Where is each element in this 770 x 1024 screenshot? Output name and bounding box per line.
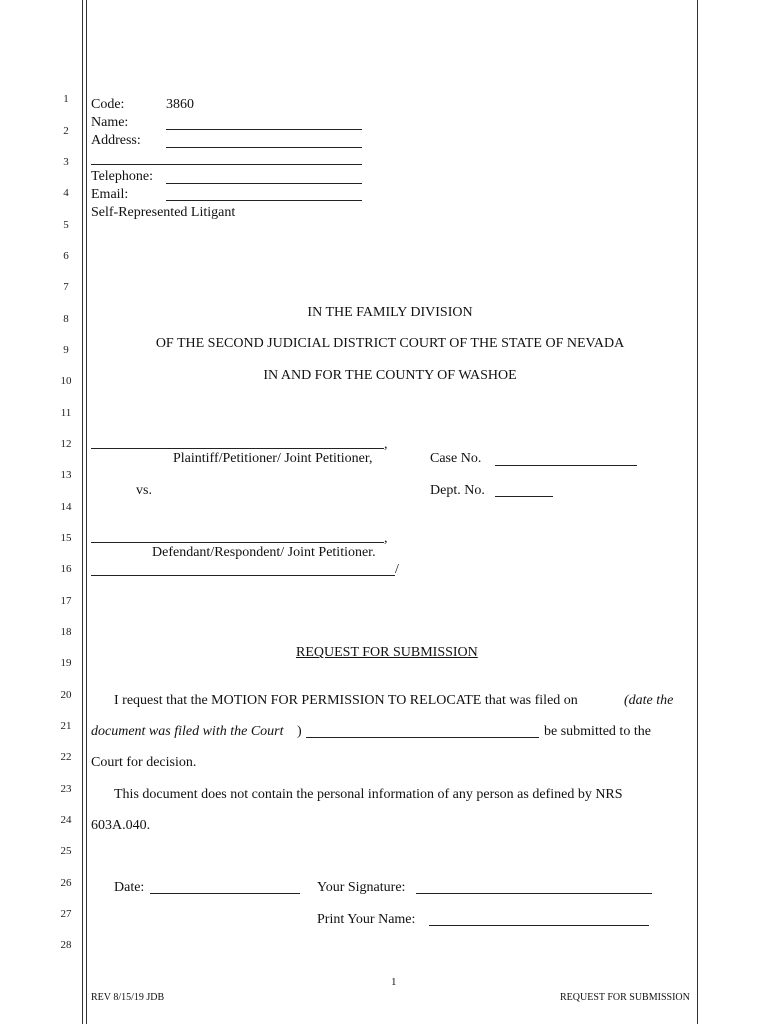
print-name-field[interactable] [429,925,649,926]
line-number: 4 [63,187,69,199]
filed-date-field[interactable] [306,737,539,738]
case-number-field[interactable] [495,465,637,466]
left-margin-rule-inner [86,0,87,1024]
dept-number-label: Dept. No. [430,483,485,498]
caption-closing-line [91,575,395,576]
line-number: 11 [60,407,72,419]
date-label: Date: [114,880,145,895]
privacy-text: This document does not contain the personal information of any person as defined by NRS [114,787,623,802]
address-label: Address: [91,133,141,148]
signature-label: Your Signature: [317,880,406,895]
defendant-name-field[interactable] [91,542,384,543]
address-field[interactable] [166,147,362,148]
telephone-field[interactable] [166,183,362,184]
line-number: 22 [60,751,72,763]
line-number: 17 [60,595,72,607]
line-number: 21 [60,720,72,732]
request-paren-close: ) [297,724,302,739]
line-number: 26 [60,877,72,889]
case-number-label: Case No. [430,451,482,466]
code-label: Code: [91,97,125,112]
line-number: 24 [60,814,72,826]
line-number: 2 [63,125,69,137]
line-number: 14 [60,501,72,513]
email-label: Email: [91,187,129,202]
document-title: REQUEST FOR SUBMISSION [296,645,478,660]
date-field[interactable] [150,893,300,894]
line-number: 16 [60,563,72,575]
page-number: 1 [391,976,397,988]
privacy-text-cont: 603A.040. [91,818,151,833]
request-date-hint-cont: document was filed with the Court [91,724,284,739]
email-field[interactable] [166,200,362,201]
telephone-label: Telephone: [91,169,153,184]
plaintiff-name-field[interactable] [91,448,384,449]
court-division-heading: IN THE FAMILY DIVISION [307,305,473,320]
line-number: 23 [60,783,72,795]
code-value: 3860 [166,97,194,112]
line-number: 12 [60,438,72,450]
line-number: 28 [60,939,72,951]
litigant-status: Self-Represented Litigant [91,205,236,220]
left-margin-rule [82,0,83,1024]
line-number: 1 [63,93,69,105]
request-text-start: I request that the MOTION FOR PERMISSION TO RELOCATE that was filed on [114,693,578,708]
name-field[interactable] [166,129,362,130]
line-number: 5 [63,219,69,231]
request-text-end: Court for decision. [91,755,197,770]
caption-slash: / [395,562,399,577]
right-margin-rule [697,0,698,1024]
line-number: 13 [60,469,72,481]
name-label: Name: [91,115,129,130]
line-number: 3 [63,156,69,168]
print-name-label: Print Your Name: [317,912,416,927]
line-number: 27 [60,908,72,920]
line-number: 20 [60,689,72,701]
line-number: 19 [60,657,72,669]
request-text-mid: be submitted to the [544,724,651,739]
request-date-hint: (date the [624,693,674,708]
versus-label: vs. [136,483,152,498]
line-number: 10 [60,375,72,387]
line-number: 25 [60,845,72,857]
defendant-comma: , [384,531,388,546]
line-number: 6 [63,250,69,262]
plaintiff-label: Plaintiff/Petitioner/ Joint Petitioner, [173,451,373,466]
line-number: 8 [63,313,69,325]
defendant-label: Defendant/Respondent/ Joint Petitioner. [152,545,376,560]
line-number: 9 [63,344,69,356]
revision-label: REV 8/15/19 JDB [91,992,165,1003]
line-number: 7 [63,281,69,293]
signature-field[interactable] [416,893,652,894]
line-number: 15 [60,532,72,544]
plaintiff-comma: , [384,437,388,452]
footer-document-title: REQUEST FOR SUBMISSION [560,992,690,1003]
court-county-heading: IN AND FOR THE COUNTY OF WASHOE [263,368,517,383]
dept-number-field[interactable] [495,496,553,497]
address-field-line-2[interactable] [91,164,362,165]
line-number: 18 [60,626,72,638]
court-name-heading: OF THE SECOND JUDICIAL DISTRICT COURT OF THE STATE OF NEVADA [155,336,625,351]
